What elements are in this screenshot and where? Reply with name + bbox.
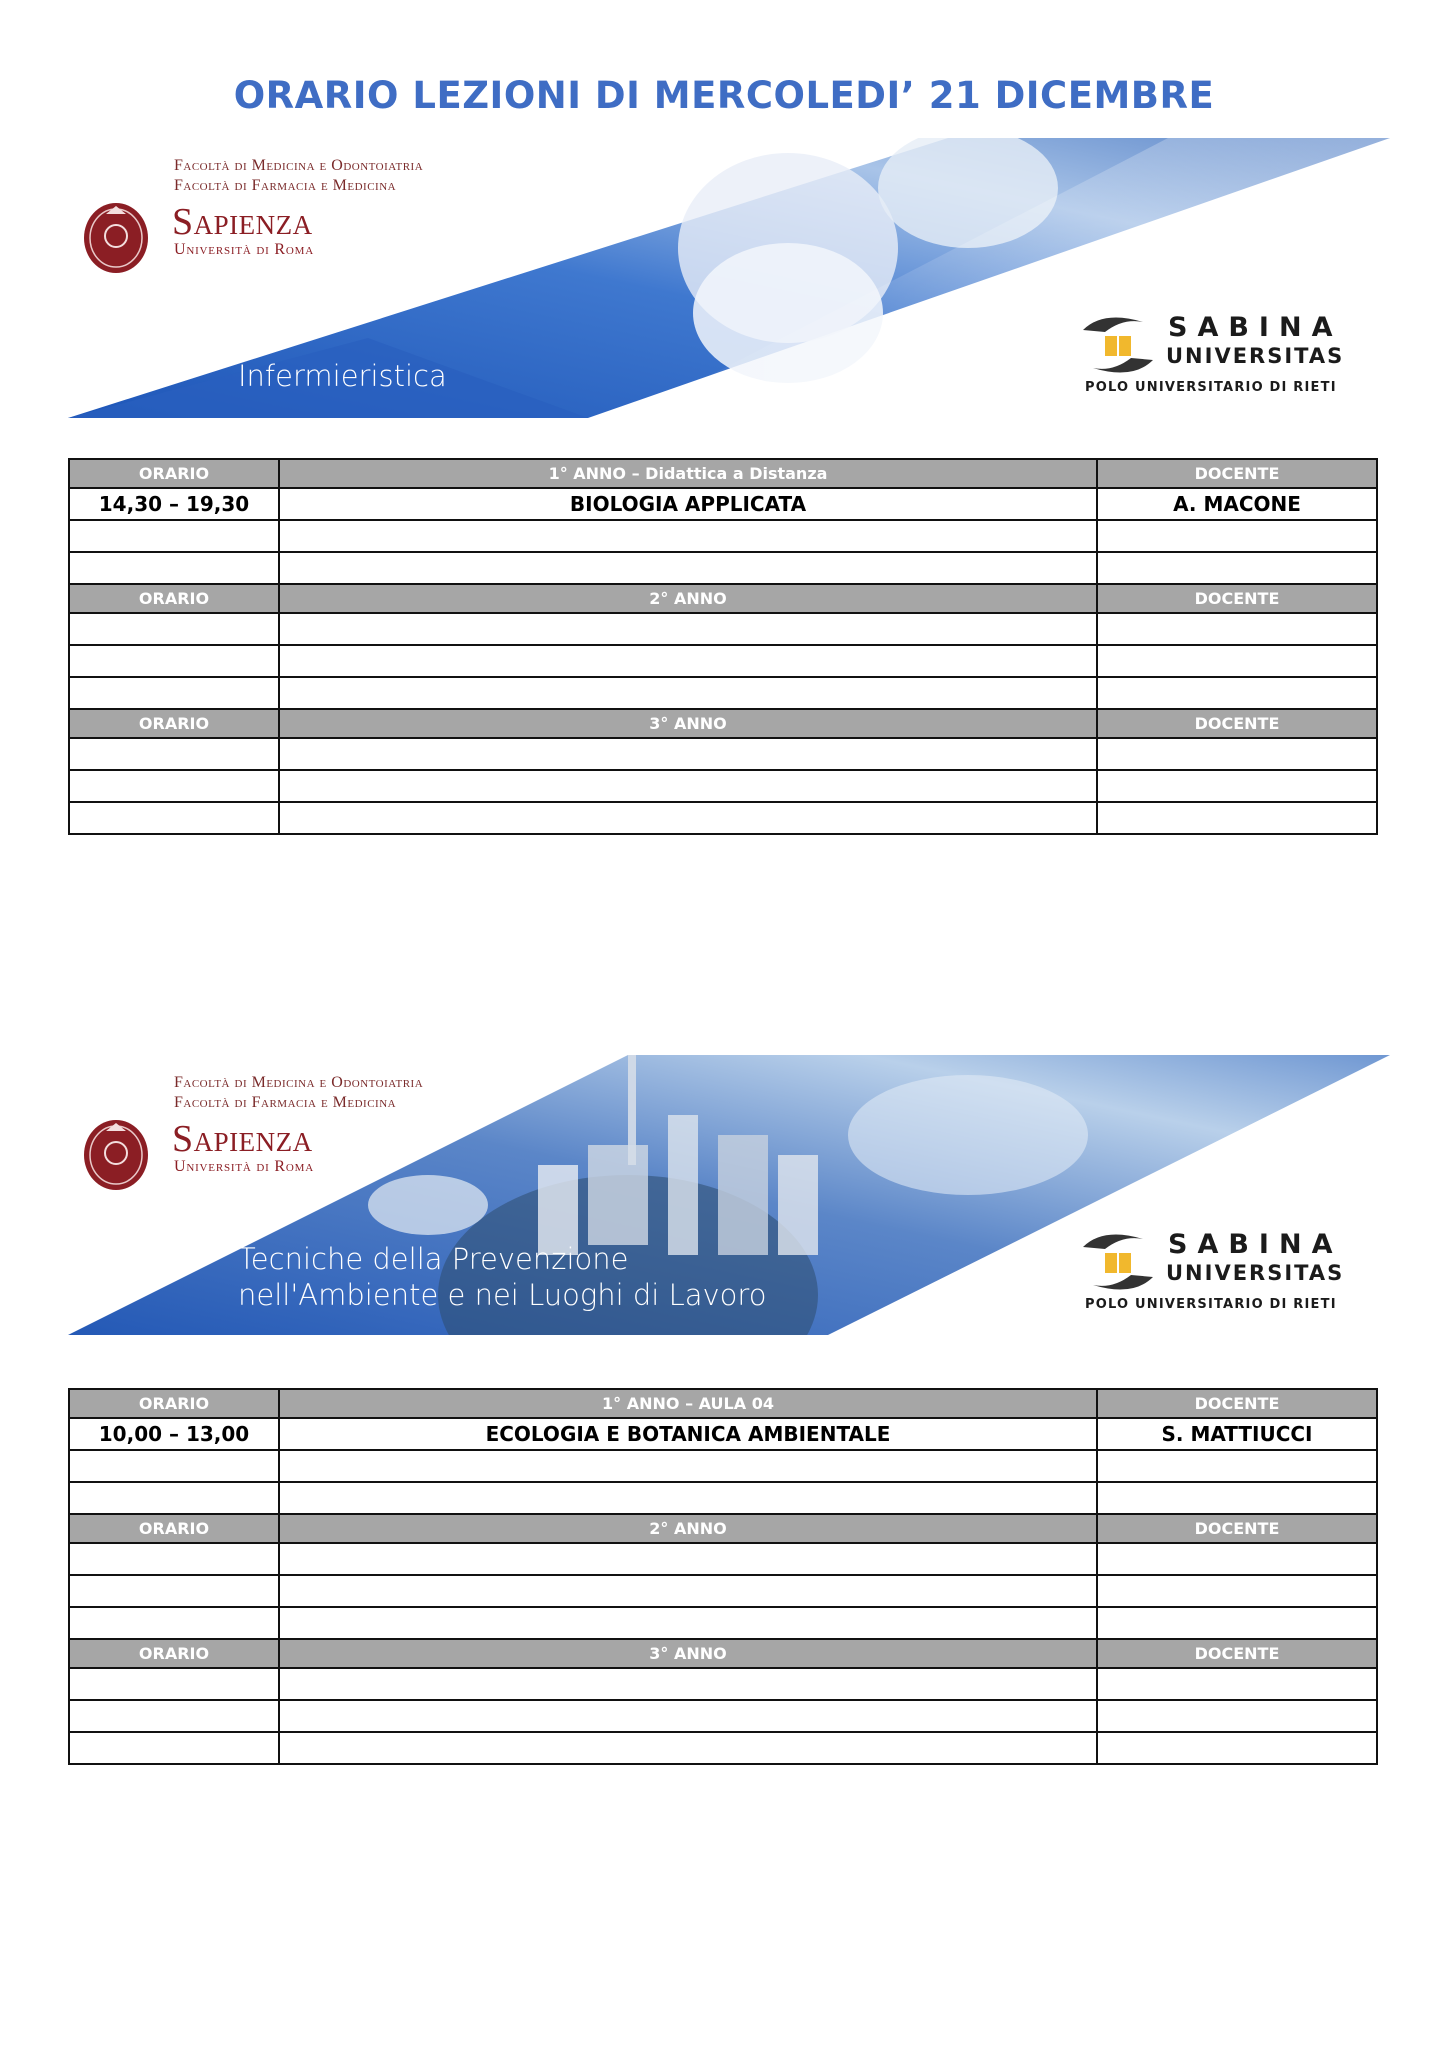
sabina-logo [1073, 310, 1373, 400]
table-row [69, 613, 1377, 645]
cell-orario [69, 1482, 279, 1514]
cell-lezione [279, 1732, 1097, 1764]
cell-lezione [279, 1668, 1097, 1700]
header-orario: ORARIO [69, 1514, 279, 1543]
cell-lezione [279, 677, 1097, 709]
course-banner-prevenzione [68, 1055, 1390, 1335]
course-name-line: Tecniche della Prevenzione [238, 1242, 629, 1276]
cell-docente [1097, 1700, 1377, 1732]
header-anno: 3° ANNO [279, 709, 1097, 738]
cell-docente [1097, 1575, 1377, 1607]
header-docente: DOCENTE [1097, 1639, 1377, 1668]
cell-docente: A. MACONE [1097, 488, 1377, 520]
sapienza-subtitle: Università di Roma [174, 241, 314, 258]
header-orario: ORARIO [69, 1639, 279, 1668]
course-name [238, 358, 447, 394]
cell-orario [69, 520, 279, 552]
table-row [69, 520, 1377, 552]
cell-orario [69, 802, 279, 834]
header-orario: ORARIO [69, 584, 279, 613]
cell-docente [1097, 645, 1377, 677]
sapienza-subtitle: Università di Roma [174, 1158, 314, 1175]
table-row [69, 1668, 1377, 1700]
cell-lezione [279, 1482, 1097, 1514]
cell-docente [1097, 677, 1377, 709]
faculty-lines [174, 156, 423, 196]
cell-lezione [279, 1607, 1097, 1639]
header-anno: 1° ANNO – Didattica a Distanza [279, 459, 1097, 488]
sapienza-name: Sapienza [172, 1118, 313, 1160]
table-row [69, 1732, 1377, 1764]
table-row [69, 1575, 1377, 1607]
cell-orario [69, 770, 279, 802]
cell-docente [1097, 770, 1377, 802]
faculty-lines [174, 1073, 423, 1113]
cell-docente [1097, 520, 1377, 552]
cell-orario: 14,30 – 19,30 [69, 488, 279, 520]
table-header-row [69, 1514, 1377, 1543]
cell-lezione [279, 1700, 1097, 1732]
header-orario: ORARIO [69, 459, 279, 488]
sabina-polo: POLO UNIVERSITARIO DI RIETI [1085, 380, 1337, 395]
sabina-subtitle: UNIVERSITAS [1166, 1261, 1345, 1285]
cell-orario [69, 1543, 279, 1575]
table-row [69, 677, 1377, 709]
table-row [69, 1607, 1377, 1639]
cell-orario [69, 1668, 279, 1700]
cell-docente [1097, 1607, 1377, 1639]
sabina-book-icon [1073, 1227, 1163, 1297]
cell-lezione: ECOLOGIA E BOTANICA AMBIENTALE [279, 1418, 1097, 1450]
cell-lezione [279, 1575, 1097, 1607]
cell-orario [69, 1575, 279, 1607]
sapienza-name: Sapienza [172, 201, 313, 243]
sapienza-seal-icon [82, 1113, 150, 1191]
sabina-subtitle: UNIVERSITAS [1166, 344, 1345, 368]
cell-orario [69, 613, 279, 645]
table-row [69, 645, 1377, 677]
cell-docente [1097, 802, 1377, 834]
header-docente: DOCENTE [1097, 1514, 1377, 1543]
sabina-title: SABINA [1168, 312, 1343, 343]
cell-orario [69, 1450, 279, 1482]
cell-orario [69, 1607, 279, 1639]
table-row [69, 488, 1377, 520]
course-name-line: Infermieristica [238, 359, 447, 393]
header-anno: 1° ANNO – AULA 04 [279, 1389, 1097, 1418]
sabina-title: SABINA [1168, 1229, 1343, 1260]
cell-orario [69, 1700, 279, 1732]
cell-orario [69, 1732, 279, 1764]
table-row [69, 1418, 1377, 1450]
table-row [69, 552, 1377, 584]
cell-lezione [279, 1543, 1097, 1575]
table-row [69, 1482, 1377, 1514]
cell-docente [1097, 1732, 1377, 1764]
sabina-book-icon [1073, 310, 1163, 380]
header-anno: 3° ANNO [279, 1639, 1097, 1668]
cell-orario [69, 738, 279, 770]
cell-lezione [279, 552, 1097, 584]
cell-docente [1097, 1668, 1377, 1700]
faculty-line-2: Facoltà di Farmacia e Medicina [174, 1094, 397, 1111]
faculty-line-1: Facoltà di Medicina e Odontoiatria [174, 157, 424, 174]
table-row [69, 1450, 1377, 1482]
sabina-polo: POLO UNIVERSITARIO DI RIETI [1085, 1297, 1337, 1312]
cell-orario [69, 677, 279, 709]
cell-docente [1097, 1482, 1377, 1514]
header-docente: DOCENTE [1097, 709, 1377, 738]
page-title: ORARIO LEZIONI DI MERCOLEDI’ 21 DICEMBRE [233, 74, 1215, 117]
table-row [69, 1700, 1377, 1732]
course-name-line: nell'Ambiente e nei Luoghi di Lavoro [238, 1278, 767, 1312]
faculty-line-2: Facoltà di Farmacia e Medicina [174, 177, 397, 194]
cell-lezione [279, 613, 1097, 645]
course-banner-infermieristica [68, 138, 1390, 418]
cell-orario [69, 645, 279, 677]
header-orario: ORARIO [69, 709, 279, 738]
schedule-table-infermieristica [68, 458, 1378, 835]
cell-docente [1097, 613, 1377, 645]
cell-orario: 10,00 – 13,00 [69, 1418, 279, 1450]
schedule-table-prevenzione [68, 1388, 1378, 1765]
cell-orario [69, 552, 279, 584]
sapienza-seal-icon [82, 196, 150, 274]
course-name [238, 1241, 766, 1313]
header-anno: 2° ANNO [279, 584, 1097, 613]
table-row [69, 770, 1377, 802]
table-header-row [69, 1639, 1377, 1668]
table-header-row [69, 459, 1377, 488]
cell-lezione: BIOLOGIA APPLICATA [279, 488, 1097, 520]
table-row [69, 1543, 1377, 1575]
cell-docente [1097, 552, 1377, 584]
faculty-line-1: Facoltà di Medicina e Odontoiatria [174, 1074, 424, 1091]
table-header-row [69, 709, 1377, 738]
cell-docente [1097, 1450, 1377, 1482]
cell-lezione [279, 520, 1097, 552]
cell-docente [1097, 1543, 1377, 1575]
table-header-row [69, 584, 1377, 613]
cell-docente [1097, 738, 1377, 770]
header-orario: ORARIO [69, 1389, 279, 1418]
cell-lezione [279, 802, 1097, 834]
table-row [69, 738, 1377, 770]
header-docente: DOCENTE [1097, 459, 1377, 488]
table-row [69, 802, 1377, 834]
sabina-logo [1073, 1227, 1373, 1317]
header-docente: DOCENTE [1097, 1389, 1377, 1418]
cell-docente: S. MATTIUCCI [1097, 1418, 1377, 1450]
cell-lezione [279, 645, 1097, 677]
cell-lezione [279, 770, 1097, 802]
header-anno: 2° ANNO [279, 1514, 1097, 1543]
cell-lezione [279, 1450, 1097, 1482]
cell-lezione [279, 738, 1097, 770]
table-header-row [69, 1389, 1377, 1418]
header-docente: DOCENTE [1097, 584, 1377, 613]
